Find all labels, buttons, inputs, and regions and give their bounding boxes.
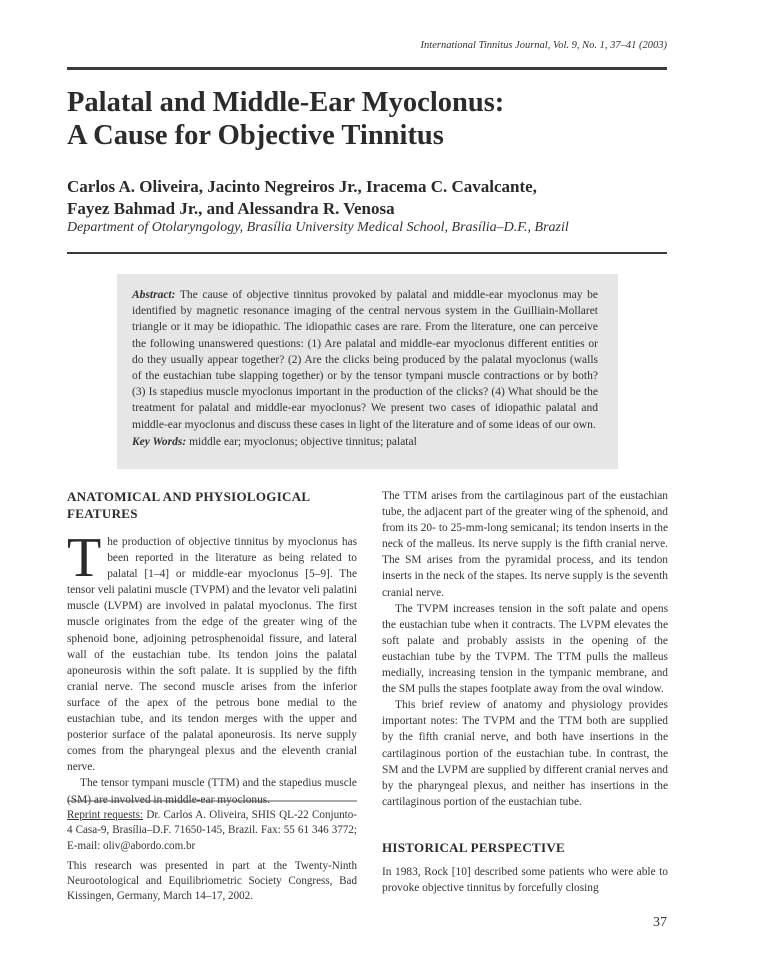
reprint-footnote <box>67 808 357 854</box>
abstract-body: The cause of objective tinnitus provoked by palatal and middle-ear myoclonus may be identified by magnetic resonance imaging of the central nervous system in the Guilliain-Mollaret triangle or it may be idiopathic. The idiopathic cases are rare. From the literature, one can perceive the following unanswered questions: (1) Are palatal and middle-ear myoclonus different entities or do they usually appear together? (2) Are the clicks being produced by the palatal myoclonus (walls of the eustachian tube slapping together) or by the tensor tympani muscle contractions or by both? (3) Is stapedius muscle myoclonus important in the production of the clicks? (4) What should be the treatment for palatal and middle-ear myoclonus? We present two cases of idiopathic palatal and middle-ear myoclonus and discuss these cases in light of the literature and of some ideas of our own. <box>132 289 598 431</box>
article-title <box>67 86 677 152</box>
left-column <box>67 488 357 808</box>
reprint-label: Reprint requests: <box>67 809 144 821</box>
section-heading-line-1: ANATOMICAL AND PHYSIOLOGICAL <box>67 489 311 504</box>
drop-cap: T <box>67 527 102 589</box>
paragraph <box>67 527 357 775</box>
mid-rule <box>67 252 667 254</box>
paragraph: This brief review of anatomy and physiology provides important notes: The TVPM and the TTM both are supplied by the fifth cranial nerve, and both have insertions in the cartilaginous portion of the eustachian tube. In contrast, the SM and the LVPM are supplied by different cranial nerves and by the pharyngeal plexus, and neither has insertions in the cartilaginous portion of the eustachian tube. <box>382 699 668 808</box>
footnote-separator <box>67 800 357 802</box>
right-column <box>382 488 668 810</box>
section-heading-anatomical <box>67 488 357 522</box>
section-heading-line-2: FEATURES <box>67 506 138 521</box>
paragraph-text: he production of objective tinnitus by myoclonus has been reported in the literature as being related to palatal [1–4] or middle-ear myoclonus [5–9]. The tensor veli palatini muscle (TVPM) and the levator veli palatini muscle (LVPM) are involved in palatal myoclonus. The first muscle originates from the edge of the greater wing of the sphenoid bone, adjoining petrosphenoidal fissure, and lateral wall of the eustachian tube. Its tendon joins the palatal aponeurosis within the soft palate. It is supplied by the fifth cranial nerve. The second muscle arises from the inferior surface of the apex of the petrous bone medial to the eustachian tube, and its tendon merges with the upper and posterior surface of the palatal aponeurosis. Its nerve supply comes from the pharyngeal plexus and the eleventh cranial nerve. <box>67 536 357 774</box>
reprint-text: Dr. Carlos A. Oliveira, SHIS QL-22 Conjunto-4 Casa-9, Brasília–D.F. 71650-145, Brazil. Fax: 55 61 346 3772; E-mail: oliv@abordo.com.br <box>67 809 357 852</box>
paragraph: The TVPM increases tension in the soft palate and opens the eustachian tube when it contracts. The LVPM elevates the soft palate and probably assists in the opening of the eustachian tube by the TVPM. The TTM pulls the malleus medially, increasing tension in the tympanic membrane, and the SM pulls the stapes footplate away from the oval window. <box>382 602 668 696</box>
keywords <box>132 436 598 448</box>
paragraph: The tensor tympani muscle (TTM) and the stapedius muscle (SM) are involved in middle-ear myoclonus. <box>67 777 357 806</box>
title-line-1: Palatal and Middle-Ear Myoclonus: <box>67 87 505 118</box>
keywords-list: middle ear; myoclonus; objective tinnitus; palatal <box>189 436 417 448</box>
presented-footnote: This research was presented in part at the Twenty-Ninth Neurootological and Equilibriometric Society Congress, Bad Kissingen, Germany, March 14–17, 2002. <box>67 859 357 903</box>
authors-line-1: Carlos A. Oliveira, Jacinto Negreiros Jr., Iracema C. Cavalcante, <box>67 177 537 196</box>
paragraph: In 1983, Rock [10] described some patients who were able to provoke objective tinnitus by forcefully closing <box>382 866 668 895</box>
section-heading-historical: HISTORICAL PERSPECTIVE <box>382 840 565 855</box>
authors <box>67 176 677 220</box>
page-number: 37 <box>653 915 667 930</box>
abstract-label: Abstract: <box>132 289 176 301</box>
abstract-box <box>117 274 618 469</box>
abstract-text <box>132 287 598 433</box>
authors-line-2: Fayez Bahmad Jr., and Alessandra R. Venosa <box>67 199 395 218</box>
keywords-label: Key Words: <box>132 436 187 448</box>
title-line-2: A Cause for Objective Tinnitus <box>67 120 444 151</box>
paragraph: The TTM arises from the cartilaginous part of the eustachian tube, the adjacent part of the greater wing of the sphenoid, and from its 20- to 25-mm-long semicanal; its tendon inserts in the neck of the malleus. Its nerve supply is the fifth cranial nerve. The SM arises from the pyramidal process, and its tendon inserts in the neck of the stapes. Its nerve supply is the seventh cranial nerve. <box>382 490 668 599</box>
footnotes <box>67 808 357 910</box>
journal-header: International Tinnitus Journal, Vol. 9, No. 1, 37–41 (2003) <box>420 40 667 51</box>
top-rule <box>67 67 667 70</box>
affiliation: Department of Otolaryngology, Brasília University Medical School, Brasília–D.F., Brazil <box>67 220 569 235</box>
